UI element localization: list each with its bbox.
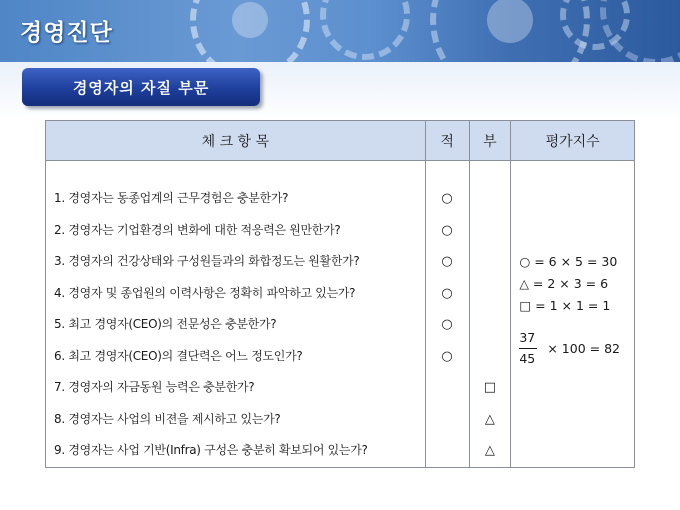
empty-mark xyxy=(470,246,511,278)
empty-mark xyxy=(470,341,511,373)
check-item: 9. 경영자는 사업 기반(Infra) 구성은 충분히 확보되어 있는가? xyxy=(54,443,368,457)
fraction-bar xyxy=(519,348,537,349)
fraction-numerator: 37 xyxy=(519,330,536,345)
empty-mark xyxy=(426,435,469,467)
header-suitable: 적 xyxy=(425,121,469,161)
circle-mark: ○ xyxy=(441,348,453,364)
gear-decoration xyxy=(320,0,410,60)
check-item: 3. 경영자의 건강상태와 구성원들과의 화합정도는 원활한가? xyxy=(54,254,360,268)
gear-decoration xyxy=(600,0,680,62)
table-header-row xyxy=(46,121,635,161)
circle-mark: ○ xyxy=(441,317,453,332)
fraction-denominator: 45 xyxy=(519,351,536,366)
evaluation-index-cell xyxy=(511,161,635,468)
empty-mark xyxy=(470,215,511,247)
table-body-row xyxy=(46,161,635,468)
empty-mark xyxy=(426,404,469,436)
triangle-mark: △ xyxy=(484,443,495,458)
score-line-square: □ = 1 × 1 = 1 xyxy=(519,298,611,313)
score-line-triangle: △ = 2 × 3 = 6 xyxy=(519,276,609,291)
check-item: 6. 최고 경영자(CEO)의 결단력은 어느 정도인가? xyxy=(54,348,303,363)
triangle-mark: △ xyxy=(484,411,495,427)
check-item: 5. 최고 경영자(CEO)의 전문성은 충분한가? xyxy=(54,317,277,331)
unsuitable-marks-cell xyxy=(469,161,511,468)
circle-mark: ○ xyxy=(441,285,453,301)
header-unsuitable: 부 xyxy=(469,121,511,161)
header-evaluation-index: 평가지수 xyxy=(511,121,635,161)
empty-mark xyxy=(470,309,511,341)
page-title: 경영진단 xyxy=(20,20,113,46)
square-mark: □ xyxy=(483,380,497,395)
check-item: 4. 경영자 및 종업원의 이력사항은 정확히 파악하고 있는가? xyxy=(54,285,356,300)
suitable-marks-cell xyxy=(425,161,469,468)
circle-mark: ○ xyxy=(441,222,453,238)
score-line-circle: ○ = 6 × 5 = 30 xyxy=(519,254,618,269)
score-fraction xyxy=(519,329,634,368)
gear-hub-decoration xyxy=(232,2,268,38)
check-item: 1. 경영자는 동종업계의 근무경험은 충분한가? xyxy=(54,191,289,205)
check-item: 8. 경영자는 사업의 비젼을 제시하고 있는가? xyxy=(54,411,281,426)
checklist-table xyxy=(45,120,635,468)
circle-mark: ○ xyxy=(441,254,453,269)
section-title-tag: 경영자의 자질 부문 xyxy=(22,68,260,106)
header-check-items: 체 크 항 목 xyxy=(46,121,426,161)
empty-mark xyxy=(426,372,469,404)
empty-mark xyxy=(470,278,511,310)
empty-mark xyxy=(470,183,511,215)
check-items-cell xyxy=(46,161,426,468)
check-item: 2. 경영자는 기업환경의 변화에 대한 적응력은 원만한가? xyxy=(54,222,341,237)
fraction-result: × 100 = 82 xyxy=(547,340,620,356)
check-item: 7. 경영자의 자금동원 능력은 충분한가? xyxy=(54,380,255,394)
circle-mark: ○ xyxy=(441,191,453,206)
